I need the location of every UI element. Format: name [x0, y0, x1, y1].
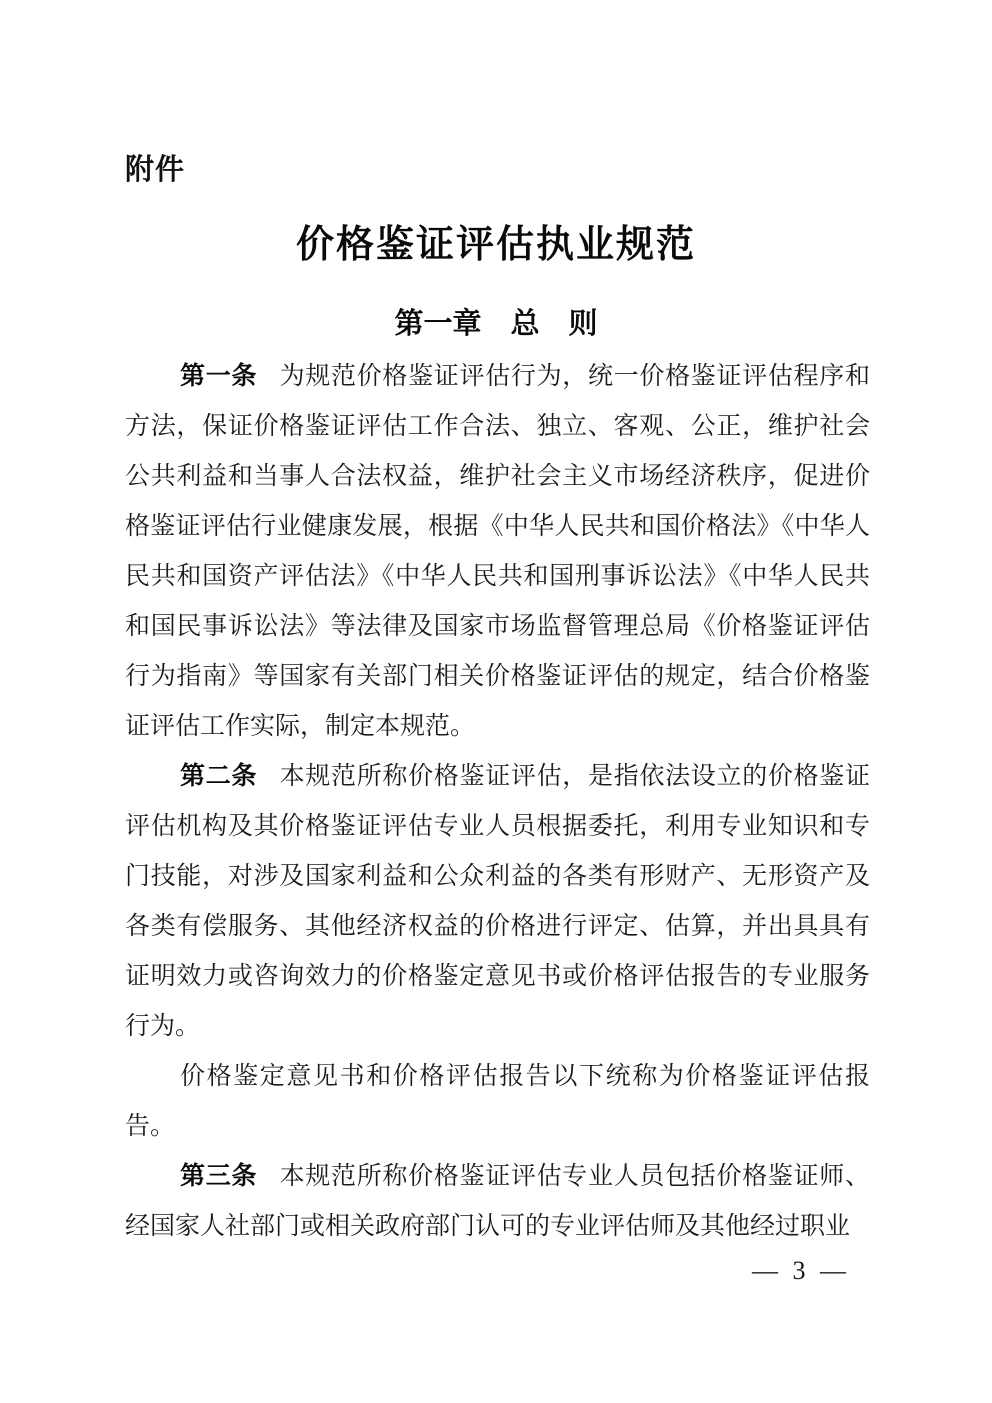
paragraph-article-1 — [125, 352, 870, 752]
article-2-text: 本规范所称价格鉴证评估，是指依法设立的价格鉴证评估机构及其价格鉴证评估专业人员根据委托，利用专业知识和专门技能，对涉及国家利益和公众利益的各类有形财产、无形资产及各类有偿服务、其他经济权益的价格进行评定、估算，并出具具有证明效力或咨询效力的价格鉴定意见书或价格评估报告的专业服务行为。 — [125, 763, 870, 1040]
page-number: — 3 — — [752, 1256, 850, 1285]
paragraph-article-2 — [125, 752, 870, 1052]
paragraph-article-2-continuation — [125, 1052, 870, 1152]
article-3-text: 本规范所称价格鉴证评估专业人员包括价格鉴证师、经国家人社部门或相关政府部门认可的专业评估师及其他经过职业 — [125, 1163, 870, 1240]
chapter-heading: 第一章 总 则 — [394, 308, 598, 340]
attachment-label: 附件 — [125, 154, 186, 186]
document-body — [125, 352, 870, 1252]
article-2-number: 第二条 — [180, 763, 258, 790]
article-3-number: 第三条 — [180, 1163, 258, 1190]
paragraph-article-3 — [125, 1152, 870, 1252]
page-footer — [752, 1256, 850, 1286]
article-1-text: 为规范价格鉴证评估行为，统一价格鉴证评估程序和方法，保证价格鉴证评估工作合法、独立、客观、公正，维护社会公共利益和当事人合法权益，维护社会主义市场经济秩序，促进价格鉴证评估行业健康发展，根据《中华人民共和国价格法》《中华人民共和国资产评估法》《中华人民共和国刑事诉讼法》《中华人民共和国民事诉讼法》等法律及国家市场监督管理总局《价格鉴证评估行为指南》等国家有关部门相关价格鉴证评估的规定，结合价格鉴证评估工作实际，制定本规范。 — [125, 363, 870, 740]
document-title: 价格鉴证评估执业规范 — [295, 224, 696, 266]
article-1-number: 第一条 — [180, 363, 258, 390]
paragraph-3-text: 价格鉴定意见书和价格评估报告以下统称为价格鉴证评估报告。 — [125, 1063, 870, 1140]
